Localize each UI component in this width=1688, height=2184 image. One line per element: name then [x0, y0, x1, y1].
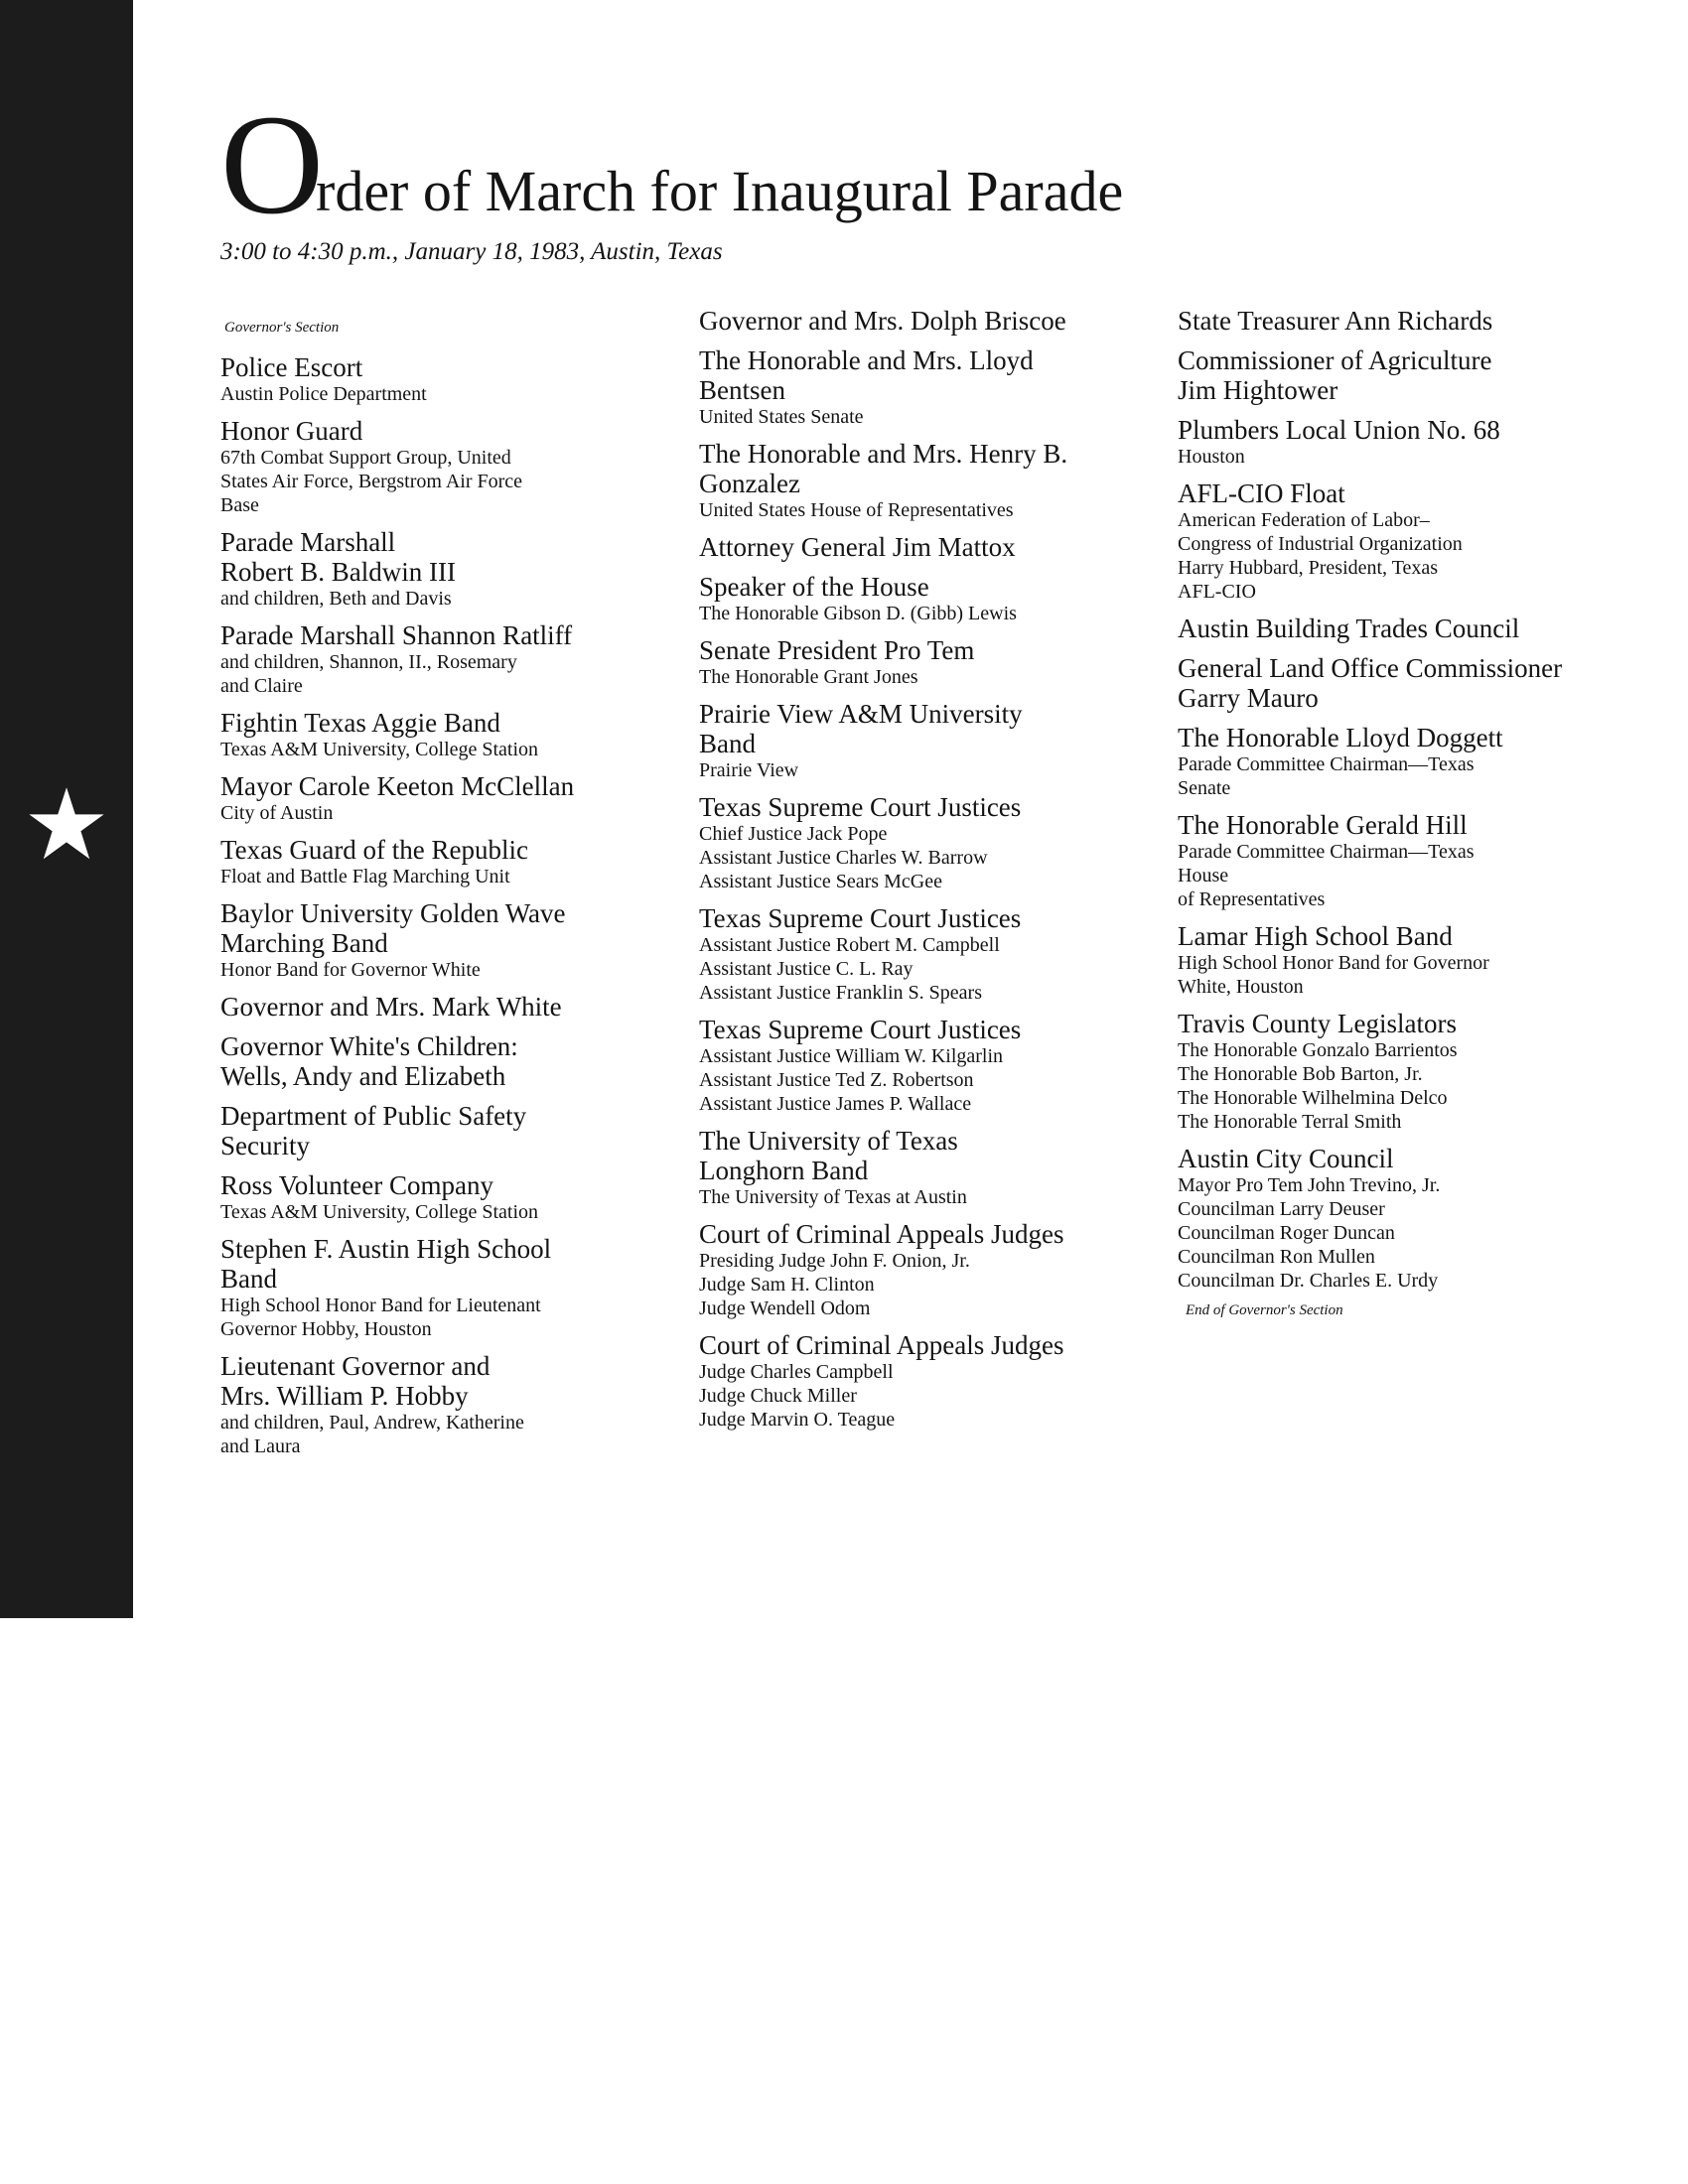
parade-entry	[220, 835, 647, 888]
entry-heading: Plumbers Local Union No. 68	[1178, 415, 1500, 445]
parade-entry	[220, 771, 647, 825]
parade-entry	[699, 635, 1126, 689]
entry-detail: Presiding Judge John F. Onion, Jr.	[699, 1250, 970, 1272]
title-text: rder of March for Inaugural Parade	[316, 159, 1124, 224]
parade-entry	[699, 1015, 1126, 1116]
entry-detail: AFL-CIO	[1178, 581, 1256, 603]
entry-detail: High School Honor Band for Lieutenant	[220, 1295, 541, 1316]
parade-entry	[699, 1330, 1126, 1432]
entry-heading: State Treasurer Ann Richards	[1178, 306, 1493, 336]
entry-heading: Wells, Andy and Elizabeth	[220, 1061, 506, 1091]
entry-heading: Mrs. William P. Hobby	[220, 1381, 469, 1411]
page-title	[220, 86, 1213, 244]
parade-entry	[1178, 478, 1605, 604]
entry-detail: City of Austin	[220, 802, 334, 824]
entry-heading: The Honorable and Mrs. Lloyd	[699, 345, 1034, 375]
parade-entry	[1178, 810, 1605, 911]
star-icon	[27, 784, 106, 864]
parade-entry	[220, 898, 647, 982]
entry-detail: Judge Wendell Odom	[699, 1297, 871, 1319]
entry-detail: 67th Combat Support Group, United	[220, 447, 511, 469]
entry-heading: Gonzalez	[699, 469, 800, 498]
entry-heading: Security	[220, 1131, 310, 1160]
entry-detail: Float and Battle Flag Marching Unit	[220, 866, 510, 887]
parade-entry	[220, 1351, 647, 1458]
entry-heading: Stephen F. Austin High School	[220, 1234, 552, 1264]
parade-entry	[1178, 345, 1605, 405]
entry-detail: and Laura	[220, 1435, 301, 1457]
entry-detail: The Honorable Bob Barton, Jr.	[1178, 1063, 1423, 1085]
entry-heading: Austin City Council	[1178, 1144, 1394, 1173]
entry-heading: Governor and Mrs. Mark White	[220, 992, 562, 1022]
parade-entry	[699, 792, 1126, 893]
entry-heading: The University of Texas	[699, 1126, 958, 1156]
entry-detail: Judge Charles Campbell	[699, 1361, 894, 1383]
entry-heading: Speaker of the House	[699, 572, 929, 602]
entry-heading: The Honorable Lloyd Doggett	[1178, 723, 1503, 752]
entry-detail: Texas A&M University, College Station	[220, 739, 539, 760]
entry-detail: Senate	[1178, 777, 1231, 799]
entry-detail: Houston	[1178, 446, 1245, 468]
entry-detail: and children, Paul, Andrew, Katherine	[220, 1412, 524, 1433]
entry-detail: Texas A&M University, College Station	[220, 1201, 539, 1223]
parade-entry	[1178, 723, 1605, 800]
entry-heading: Baylor University Golden Wave	[220, 898, 566, 928]
parade-entry	[220, 708, 647, 761]
parade-entry	[699, 306, 1126, 336]
parade-entry	[220, 620, 647, 698]
entry-detail: Mayor Pro Tem John Trevino, Jr.	[1178, 1174, 1441, 1196]
entry-heading: Ross Volunteer Company	[220, 1170, 494, 1200]
entry-detail: Base	[220, 494, 259, 516]
entry-detail: Assistant Justice William W. Kilgarlin	[699, 1045, 1004, 1067]
parade-entry	[220, 1101, 647, 1160]
column-entries	[1178, 306, 1605, 1293]
entry-detail: United States House of Representatives	[699, 499, 1014, 521]
parade-entry	[220, 992, 647, 1022]
entry-detail: Austin Police Department	[220, 383, 427, 405]
entry-heading: Commissioner of Agriculture	[1178, 345, 1492, 375]
entry-detail: The Honorable Terral Smith	[1178, 1111, 1402, 1133]
entry-heading: Department of Public Safety	[220, 1101, 527, 1131]
parade-entry	[699, 439, 1126, 522]
entry-detail: Parade Committee Chairman—Texas	[1178, 841, 1475, 863]
entry-detail: United States Senate	[699, 406, 864, 428]
section-end-label: End of Governor's Section	[1186, 1302, 1343, 1318]
entry-heading: Governor White's Children:	[220, 1031, 518, 1061]
entry-heading: Texas Guard of the Republic	[220, 835, 529, 865]
column-entries	[699, 306, 1126, 1432]
entry-heading: Court of Criminal Appeals Judges	[699, 1330, 1064, 1360]
entry-detail: Judge Marvin O. Teague	[699, 1409, 896, 1431]
entry-detail: Honor Band for Governor White	[220, 959, 481, 981]
parade-entry	[699, 572, 1126, 625]
entry-detail: States Air Force, Bergstrom Air Force	[220, 471, 523, 492]
entry-heading: General Land Office Commissioner	[1178, 653, 1563, 683]
entry-heading: Fightin Texas Aggie Band	[220, 708, 500, 738]
section-label: Governor's Section	[224, 320, 340, 336]
parade-entry	[220, 1170, 647, 1224]
parade-entry	[1178, 1009, 1605, 1134]
entry-heading: Garry Mauro	[1178, 683, 1319, 713]
entry-detail: American Federation of Labor–	[1178, 509, 1430, 531]
entry-detail: Congress of Industrial Organization	[1178, 533, 1463, 555]
entry-heading: Robert B. Baldwin III	[220, 557, 456, 587]
parade-entry	[1178, 921, 1605, 999]
column-entries	[220, 352, 647, 1458]
entry-detail: Judge Sam H. Clinton	[699, 1274, 875, 1296]
entry-detail: Harry Hubbard, President, Texas	[1178, 557, 1439, 579]
entry-heading: Prairie View A&M University	[699, 699, 1023, 729]
parade-entry	[699, 1126, 1126, 1209]
entry-detail: Governor Hobby, Houston	[220, 1318, 432, 1340]
parade-entry	[1178, 653, 1605, 713]
sidebar-band	[0, 0, 133, 1618]
entry-heading: Attorney General Jim Mattox	[699, 532, 1016, 562]
entry-heading: The Honorable Gerald Hill	[1178, 810, 1468, 840]
parade-entry	[220, 527, 647, 611]
entry-detail: Councilman Ron Mullen	[1178, 1246, 1375, 1268]
title-initial: O	[220, 86, 316, 244]
column-1	[220, 306, 647, 1468]
entry-detail: Assistant Justice James P. Wallace	[699, 1093, 972, 1115]
entry-heading: Lamar High School Band	[1178, 921, 1453, 951]
parade-entry	[699, 345, 1126, 429]
parade-entry	[220, 352, 647, 406]
entry-heading: Governor and Mrs. Dolph Briscoe	[699, 306, 1066, 336]
entry-heading: The Honorable and Mrs. Henry B.	[699, 439, 1068, 469]
entry-detail: The Honorable Gonzalo Barrientos	[1178, 1039, 1458, 1061]
entry-detail: Assistant Justice Sears McGee	[699, 871, 942, 892]
entry-detail: Assistant Justice Ted Z. Robertson	[699, 1069, 974, 1091]
entry-heading: Texas Supreme Court Justices	[699, 903, 1022, 933]
entry-heading: Marching Band	[220, 928, 388, 958]
entry-heading: Parade Marshall	[220, 527, 396, 557]
entry-detail: of Representatives	[1178, 888, 1326, 910]
parade-entry	[220, 1234, 647, 1341]
title-block	[220, 86, 1213, 266]
entry-heading: Austin Building Trades Council	[1178, 614, 1520, 643]
entry-detail: The Honorable Gibson D. (Gibb) Lewis	[699, 603, 1017, 624]
entry-detail: Assistant Justice C. L. Ray	[699, 958, 914, 980]
column-3	[1178, 306, 1605, 1319]
entry-heading: Parade Marshall Shannon Ratliff	[220, 620, 573, 650]
entry-detail: House	[1178, 865, 1229, 887]
entry-heading: Band	[699, 729, 756, 758]
entry-heading: Honor Guard	[220, 416, 363, 446]
entry-detail: Assistant Justice Robert M. Campbell	[699, 934, 1000, 956]
entry-heading: Longhorn Band	[699, 1156, 869, 1185]
entry-detail: Prairie View	[699, 759, 799, 781]
entry-detail: and Claire	[220, 675, 303, 697]
parade-entry	[699, 903, 1126, 1005]
page-subtitle: 3:00 to 4:30 p.m., January 18, 1983, Austin, Texas	[220, 238, 723, 266]
entry-detail: Councilman Roger Duncan	[1178, 1222, 1395, 1244]
entry-heading: Texas Supreme Court Justices	[699, 792, 1022, 822]
entry-detail: The University of Texas at Austin	[699, 1186, 967, 1208]
entry-heading: Travis County Legislators	[1178, 1009, 1458, 1038]
parade-entry	[1178, 306, 1605, 336]
entry-detail: Assistant Justice Franklin S. Spears	[699, 982, 982, 1004]
entry-heading: Police Escort	[220, 352, 363, 382]
entry-detail: The Honorable Wilhelmina Delco	[1178, 1087, 1448, 1109]
entry-heading: Jim Hightower	[1178, 375, 1338, 405]
entry-detail: The Honorable Grant Jones	[699, 666, 918, 688]
entry-detail: Chief Justice Jack Pope	[699, 823, 888, 845]
entry-heading: Band	[220, 1264, 277, 1294]
parade-entry	[699, 699, 1126, 782]
entry-detail: and children, Beth and Davis	[220, 588, 452, 610]
entry-heading: AFL-CIO Float	[1178, 478, 1345, 508]
entry-detail: Parade Committee Chairman—Texas	[1178, 753, 1475, 775]
parade-entry	[220, 1031, 647, 1091]
parade-entry	[1178, 415, 1605, 469]
parade-entry	[699, 1219, 1126, 1320]
entry-heading: Mayor Carole Keeton McClellan	[220, 771, 575, 801]
parade-entry	[1178, 1144, 1605, 1293]
entry-heading: Texas Supreme Court Justices	[699, 1015, 1022, 1044]
entry-detail: Councilman Dr. Charles E. Urdy	[1178, 1270, 1439, 1292]
entry-heading: Court of Criminal Appeals Judges	[699, 1219, 1064, 1249]
entry-detail: Judge Chuck Miller	[699, 1385, 857, 1407]
parade-entry	[699, 532, 1126, 562]
entry-heading: Lieutenant Governor and	[220, 1351, 491, 1381]
entry-detail: High School Honor Band for Governor	[1178, 952, 1489, 974]
column-2	[699, 306, 1126, 1441]
entry-detail: White, Houston	[1178, 976, 1304, 998]
entry-detail: and children, Shannon, II., Rosemary	[220, 651, 517, 673]
entry-heading: Senate President Pro Tem	[699, 635, 975, 665]
entry-detail: Councilman Larry Deuser	[1178, 1198, 1385, 1220]
parade-entry	[220, 416, 647, 517]
entry-heading: Bentsen	[699, 375, 785, 405]
parade-entry	[1178, 614, 1605, 643]
entry-detail: Assistant Justice Charles W. Barrow	[699, 847, 988, 869]
